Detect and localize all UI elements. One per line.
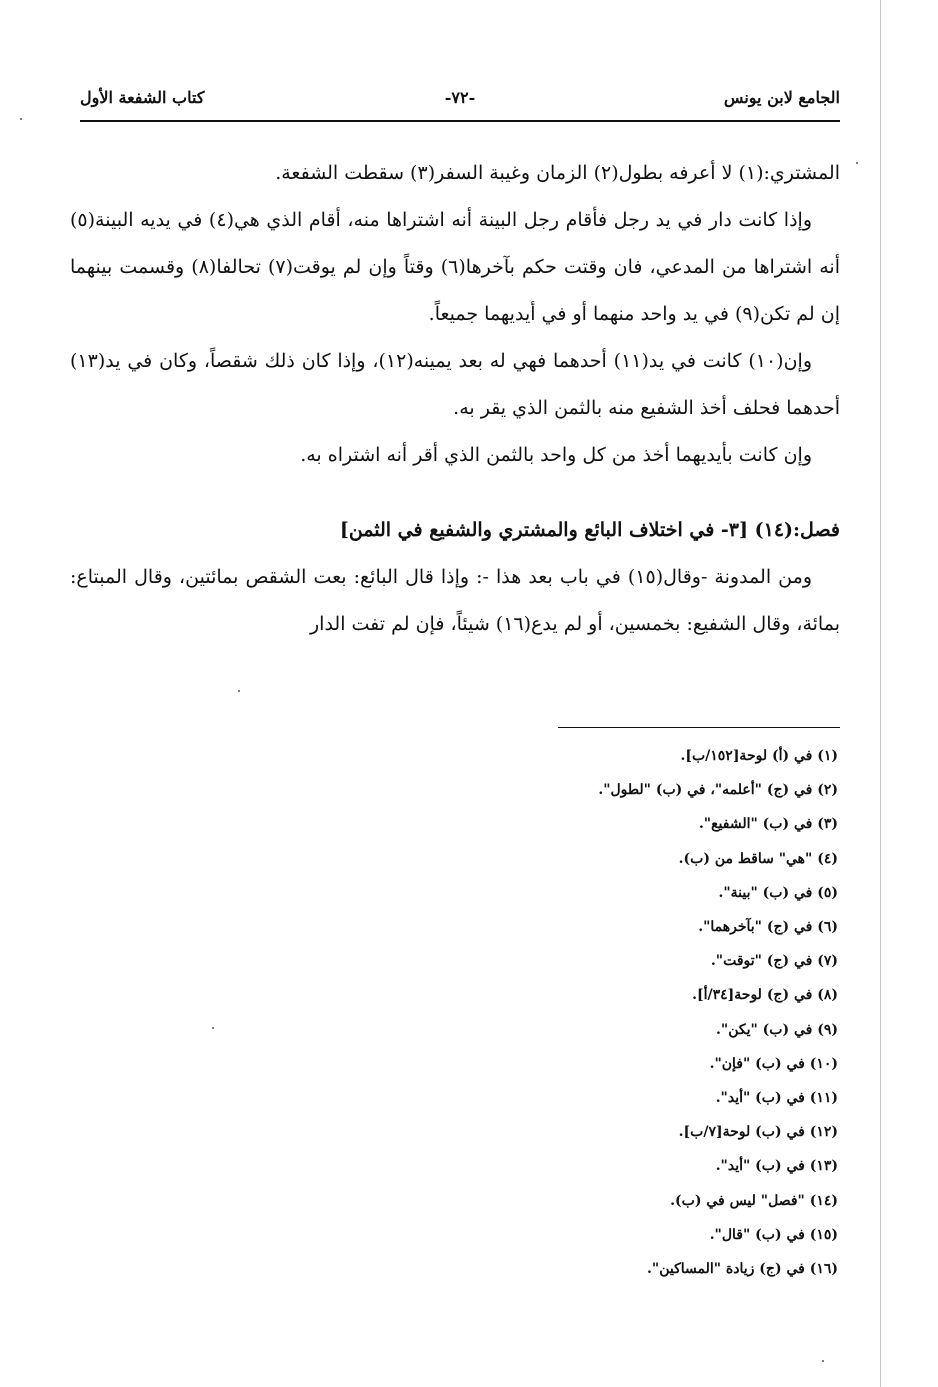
paragraph: وإن(١٠) كانت في يد(١١) أحدهما فهي له بعد يمينه(١٢)، وإذا كان ذلك شقصاً، وكان في يد(١٣) أحدهما فحلف أخذ الشفيع منه بالثمن الذي يقر به. — [70, 350, 840, 419]
footnote-rule — [558, 727, 840, 728]
page-number: -٧٢- — [444, 88, 476, 107]
footnote: (١) في (أ) لوحة[١٥٢/ب]. — [680, 748, 838, 764]
scan-speck — [856, 162, 858, 164]
footnote: (١٤) "فصل" ليس في (ب). — [670, 1192, 838, 1209]
footnote: (١٢) في (ب) لوحة[٧/ب]. — [678, 1124, 838, 1141]
footnote: (١٥) في (ب) "قال". — [709, 1226, 838, 1243]
footnote: (١٣) في (ب) "أيد". — [715, 1158, 838, 1175]
paragraph: وإن كانت بأيديهما أخذ من كل واحد بالثمن الذي أقر أنه اشتراه به. — [300, 444, 812, 466]
page-edge-line — [880, 0, 881, 1387]
header-rule — [80, 120, 840, 122]
paragraph: ومن المدونة -وقال(١٥) في باب بعد هذا -: وإذا قال البائع: بعت الشقص بمائتين، وقال المبتاع: بمائة، وقال الشفيع: بخمسين، أو لم يدع(١٦) شيئاً، فإن لم تفت الدار — [70, 566, 840, 635]
scan-speck — [238, 690, 240, 692]
scan-speck — [822, 1360, 824, 1362]
scan-speck — [212, 1027, 214, 1029]
main-text — [70, 150, 840, 648]
header-chapter-title: كتاب الشفعة الأول — [80, 88, 205, 107]
footnote: (٨) في (ج) لوحة[٣٤/أ]. — [692, 987, 838, 1004]
footnote: (٥) في (ب) "بينة". — [718, 884, 838, 901]
footnote: (٦) في (ج) "بآخرهما". — [698, 919, 838, 936]
footnote: (٩) في (ب) "يكن". — [716, 1021, 838, 1038]
footnote: (٤) "هي" ساقط من (ب). — [678, 850, 838, 867]
footnote: (٢) في (ج) "أعلمه"، في (ب) "لطول". — [598, 782, 838, 799]
footnote: (٧) في (ج) "توقت". — [710, 953, 838, 970]
paragraph: وإذا كانت دار في يد رجل فأقام رجل البينة أنه اشتراها منه، أقام الذي هي(٤) في يديه البينة(٥) أنه اشتراها من المدعي، فان وقتت حكم بآخرها(٦) وقتاً وإن لم يوقت(٧) تحالفا(٨) وقسمت بينهما إن لم تكن(٩) في يد واحد منهما أو في أيديهما جميعاً. — [70, 209, 840, 325]
header-book-title: الجامع لابن يونس — [723, 88, 840, 107]
paragraph: المشتري:(١) لا أعرفه بطول(٢) الزمان وغيبة السفر(٣) سقطت الشفعة. — [275, 162, 840, 184]
footnote: (٣) في (ب) "الشفيع". — [698, 816, 838, 833]
running-header — [80, 88, 840, 116]
footnote: (١٠) في (ب) "فإن". — [709, 1055, 838, 1072]
footnote: (١١) في (ب) "أيد". — [715, 1090, 838, 1107]
footnote: (١٦) في (ج) زيادة "المساكين". — [647, 1261, 838, 1278]
section-heading: فصل:(١٤) [٣- في اختلاف البائع والمشتري والشفيع في الثمن] — [339, 519, 840, 541]
scan-speck — [20, 118, 22, 120]
footnotes — [470, 739, 838, 1286]
